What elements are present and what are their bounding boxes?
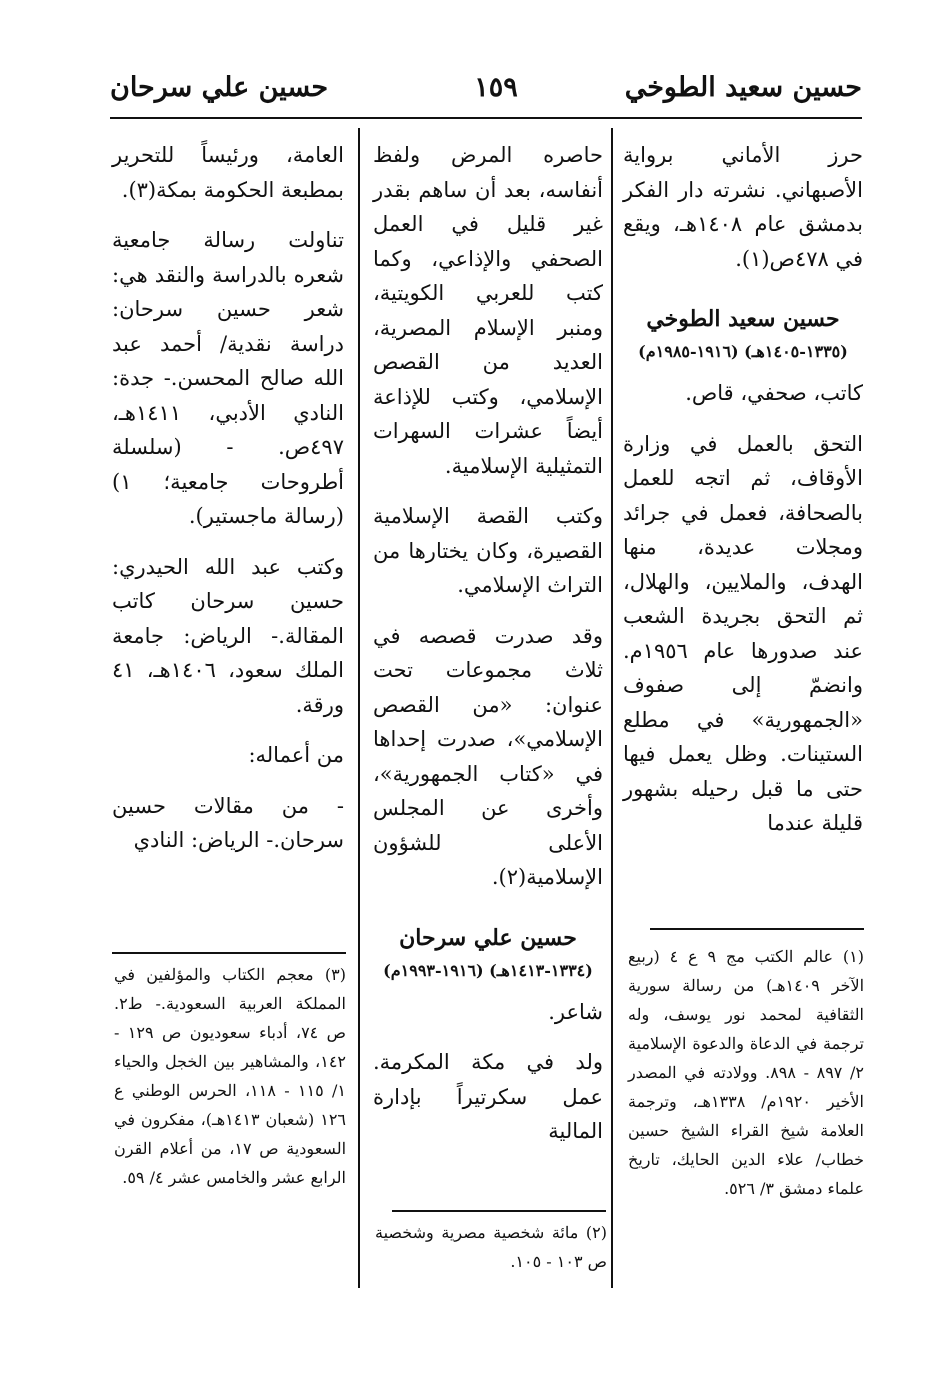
running-title-left: حسين علي سرحان bbox=[110, 72, 329, 103]
paragraph: تناولت رسالة جامعية شعره بالدراسة والنقد هي: شعر حسين سرحان: دراسة نقدية/ أحمد عبد الله صالح المحسن.- جدة: النادي الأدبي، ١٤١١هـ، ٤٩٧ص. - (سلسلة أطروحات جامعية؛ ١) (رسالة ماجستير). bbox=[112, 228, 344, 528]
paragraph: من أعماله: bbox=[248, 743, 344, 767]
footnote-rule bbox=[112, 952, 346, 954]
paragraph: شاعر. bbox=[548, 999, 603, 1024]
paragraph: العامة، ورئيساً للتحرير بمطبعة الحكومة بمكة(٣). bbox=[112, 143, 344, 202]
footnote-rule bbox=[650, 928, 864, 930]
paragraph: وكتب عبد الله الحيدري: حسين سرحان كاتب المقالة.- الرياض: جامعة الملك سعود، ١٤٠٦هـ، ٤١ ورقة. bbox=[112, 554, 344, 717]
entry-heading: حسين سعيد الطوخي bbox=[646, 306, 840, 332]
paragraph: وقد صدرت قصصه في ثلاث مجموعات تحت عنوان: «من القصص الإسلامي»، صدرت إحداها في «كتاب الجمهورية»، وأخرى عن المجلس الأعلى للشؤون الإسلامية(٢). bbox=[373, 623, 603, 889]
entry-dates: (١٣٣٥-١٤٠٥هـ) (١٩١٦-١٩٨٥م) bbox=[638, 342, 848, 361]
column-divider-right bbox=[611, 128, 613, 1288]
footnote-3: (٣) معجم الكتاب والمؤلفين في المملكة العربية السعودية.- ط٢. ص ٧٤، أدباء سعوديون ص ١٢٩ - ١٤٢، والمشاهير بين الخجل والحياء ١/ ١١٥ - ١١٨، الحرس الوطني ع ١٢٦ (شعبان ١٤١٣هـ)، مفكرون في السعودية ص ١٧، من أعلام القرن الرابع عشر والخامس عشر ٤/ ٥٩. bbox=[114, 965, 347, 1187]
paragraph: وكتب القصة الإسلامية القصيرة، وكان يختارها من التراث الإسلامي. bbox=[373, 504, 603, 597]
column-right bbox=[623, 138, 863, 857]
entry-heading: حسين علي سرحان bbox=[399, 924, 577, 951]
column-left bbox=[112, 138, 344, 874]
running-title-right: حسين سعيد الطوخي bbox=[624, 72, 862, 103]
paragraph: التحق بالعمل في وزارة الأوقاف، ثم اتجه للعمل بالصحافة، فعمل في جرائد ومجلات عديدة، منها الهدف، والملايين، والهلال، ثم التحق بجريدة الشعب عند صدورها عام ١٩٥٦م. وانضمّ إلى صفوف «الجمهورية» في مطلع الستينات. وظل يعمل فيها حتى ما قبل رحيله بشهور قليلة عندما bbox=[623, 431, 863, 835]
paragraph: كاتب، صحفي، قاص. bbox=[685, 381, 863, 405]
paragraph: - من مقالات حسين سرحان.- الرياض: النادي bbox=[112, 793, 344, 852]
paragraph: حرز الأماني برواية الأصبهاني. نشرته دار الفكر بدمشق عام ١٤٠٨هـ، ويقع في ٤٧٨ص(١). bbox=[623, 143, 863, 271]
column-divider-left bbox=[358, 128, 360, 1288]
footnote-1: (١) عالم الكتب مج ٩ ع ٤ (ربيع الآخر ١٤٠٩هـ) من رسالة سورية الثقافية لمحمد نور يوسف، وله ترجمة في الدعاة والدعوة الإسلامية ٢/ ٨٩٧ - ٨٩٨. وولادته في المصدر الأخير ١٩٢٠م/ ١٣٣٨هـ، وترجمة العلامة شيخ القراء الشيخ حسين خطاب/ علاء الدين الحايك، تاريخ علماء دمشق ٣/ ٥٢٦. bbox=[628, 947, 865, 1198]
footnote-2: (٢) مائة شخصية مصرية وشخصية ص ١٠٣ - ١٠٥. bbox=[375, 1223, 607, 1271]
entry-dates: (١٣٣٤-١٤١٣هـ) (١٩١٦-١٩٩٣م) bbox=[383, 960, 593, 980]
column-middle bbox=[373, 138, 603, 1165]
header-rule bbox=[110, 117, 862, 119]
page-number: ١٥٩ bbox=[474, 72, 518, 103]
paragraph: حاصره المرض ولفظ أنفاسه، بعد أن ساهم بقدر غير قليل في العمل الصحفي والإذاعي، وكما كتب للعربي الكويتية، ومنبر الإسلام المصرية، العديد من القصص الإسلامي، وكتب للإذاعة أيضاً عشرات السهرات التمثيلية الإسلامية. bbox=[373, 143, 603, 478]
footnote-rule bbox=[392, 1210, 606, 1212]
paragraph: ولد في مكة المكرمة. عمل سكرتيراً بإدارة المالية bbox=[373, 1050, 603, 1143]
page-header bbox=[110, 72, 862, 116]
